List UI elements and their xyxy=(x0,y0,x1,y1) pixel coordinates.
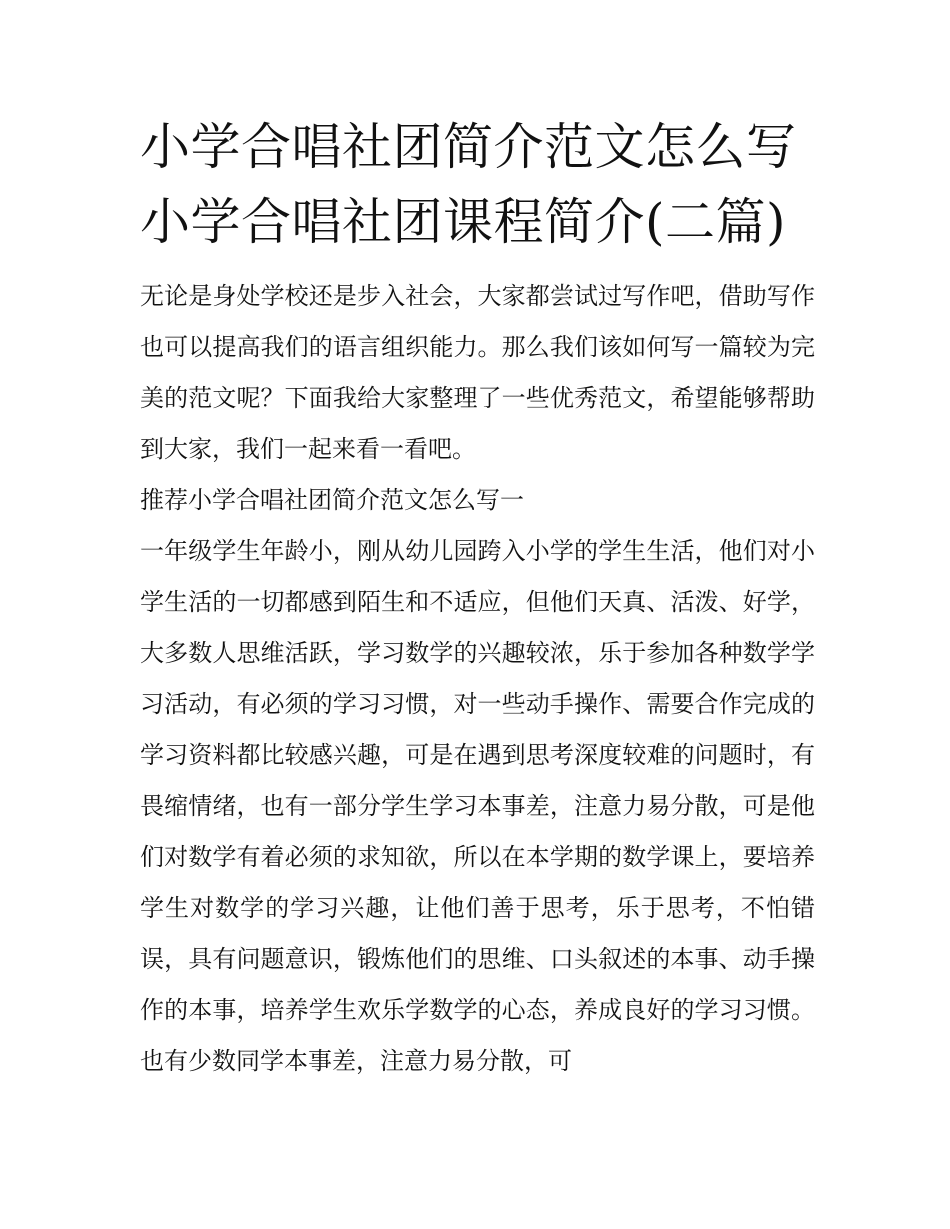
intro-paragraph: 无论是身处学校还是步入社会，大家都尝试过写作吧，借助写作也可以提高我们的语言组织能力。那么我们该如何写一篇较为完美的范文呢？下面我给大家整理了一些优秀范文，希望能够帮助到大家，我们一起来看一看吧。 xyxy=(140,282,815,463)
document-page xyxy=(140,110,815,1087)
title-line-2: 小学合唱社团课程简介(二篇) xyxy=(140,193,787,251)
title-line-1: 小学合唱社团简介范文怎么写 xyxy=(140,118,797,176)
document-title xyxy=(140,110,815,260)
section-heading: 推荐小学合唱社团简介范文怎么写一 xyxy=(140,486,524,514)
body-paragraph: 一年级学生年龄小，刚从幼儿园跨入小学的学生生活，他们对小学生活的一切都感到陌生和不适应，但他们天真、活泼、好学，大多数人思维活跃，学习数学的兴趣较浓，乐于参加各种数学学习活动，有必须的学习习惯，对一些动手操作、需要合作完成的学习资料都比较感兴趣，可是在遇到思考深度较难的问题时，有畏缩情绪，也有一部分学生学习本事差，注意力易分散，可是他们对数学有着必须的求知欲，所以在本学期的数学课上，要培养学生对数学的学习兴趣，让他们善于思考，乐于思考，不怕错误，具有问题意识，锻炼他们的思维、口头叙述的本事、动手操作的本事，培养学生欢乐学数学的心态，养成良好的学习习惯。也有少数同学本事差，注意力易分散，可 xyxy=(140,537,815,1075)
